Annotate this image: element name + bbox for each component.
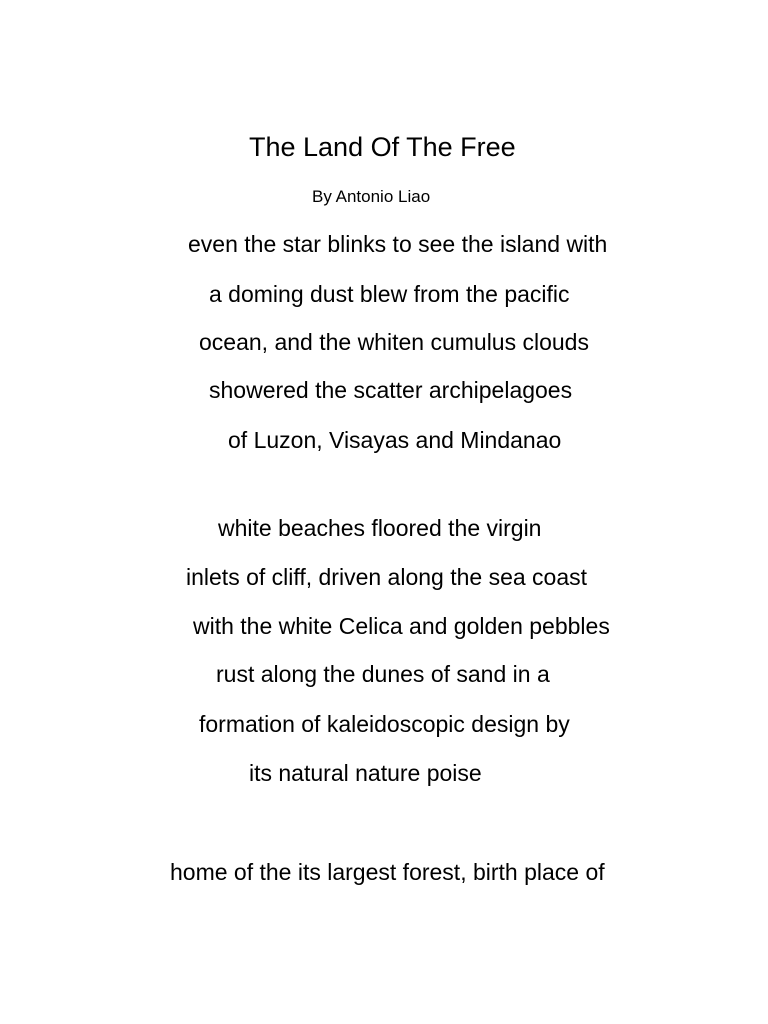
poem-line: home of the its largest forest, birth place of: [170, 859, 605, 885]
poem-line: its natural nature poise: [249, 760, 482, 786]
poem-line: ocean, and the whiten cumulus clouds: [199, 329, 589, 355]
poem-line: showered the scatter archipelagoes: [209, 377, 573, 403]
poem-line: inlets of cliff, driven along the sea coast: [186, 564, 588, 590]
poem-line: with the white Celica and golden pebbles: [193, 613, 610, 639]
poem-title: The Land Of The Free: [249, 132, 516, 162]
poem-line: white beaches floored the virgin: [218, 515, 542, 541]
poem-line: formation of kaleidoscopic design by: [199, 711, 570, 737]
poem-line: of Luzon, Visayas and Mindanao: [228, 427, 562, 453]
poem-line: rust along the dunes of sand in a: [216, 661, 550, 687]
poem-line: a doming dust blew from the pacific: [209, 281, 570, 307]
poem-line: even the star blinks to see the island with: [188, 231, 608, 257]
poem-byline: By Antonio Liao: [312, 187, 431, 206]
